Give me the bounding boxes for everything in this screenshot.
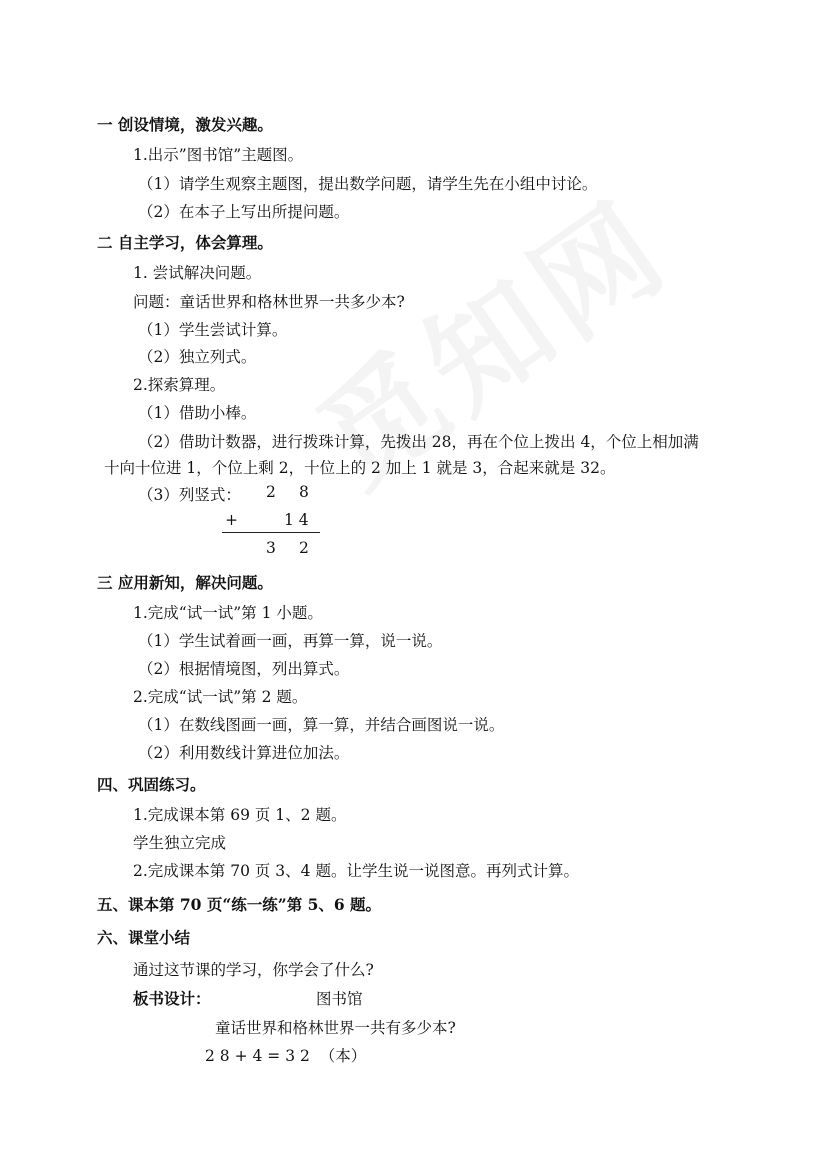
section-3-item-2: 2.完成“试一试”第 2 题。 [133, 688, 308, 706]
vertical-rule [222, 532, 320, 533]
board-design-label: 板书设计： [133, 989, 211, 1008]
section-1-heading: 一 创设情境，激发兴趣。 [97, 115, 273, 134]
watermark [300, 270, 560, 790]
section-2-sub-1: （1）学生尝试计算。 [138, 321, 288, 339]
section-3-sub-2: （2）根据情境图，列出算式。 [138, 660, 350, 678]
section-4-heading: 四、巩固练习。 [97, 775, 206, 794]
section-2-question: 问题：童话世界和格林世界一共多少本? [133, 293, 405, 311]
vertical-row1-tens: 2 [266, 483, 276, 501]
section-4-item-1-note: 学生独立完成 [133, 834, 227, 852]
section-3-sub-4: （2）利用数线计算进位加法。 [138, 744, 350, 762]
section-6-heading: 六、课堂小结 [97, 928, 191, 947]
section-3-heading: 三 应用新知，解决问题。 [97, 573, 273, 592]
section-2-heading: 二 自主学习，体会算理。 [97, 233, 273, 252]
section-6-text: 通过这节课的学习，你学会了什么? [133, 961, 374, 979]
vertical-result-tens: 3 [266, 539, 276, 557]
section-2-sub-5: （3）列竖式： [138, 486, 241, 504]
section-1-item-1: 1.出示”图书馆”主题图。 [133, 146, 304, 164]
section-1-sub-1: （1）请学生观察主题图，提出数学问题，请学生先在小组中讨论。 [138, 175, 598, 193]
section-2-item-1: 1. 尝试解决问题。 [133, 264, 262, 282]
vertical-result-ones: 2 [299, 539, 309, 557]
board-title: 图书馆 [316, 990, 363, 1008]
section-2-sub-2: （2）独立列式。 [138, 348, 257, 366]
board-equation: 2 8 + 4 = 3 2 （本） [205, 1047, 367, 1065]
section-4-item-2: 2.完成课本第 70 页 3、4 题。让学生说一说图意。再列式计算。 [133, 862, 579, 880]
vertical-row1-ones: 8 [299, 483, 309, 501]
section-3-sub-3: （1）在数线图画一画，算一算，并结合画图说一说。 [138, 716, 505, 734]
section-2-sub-4-line-1: （2）借助计数器，进行拨珠计算，先拨出 28，再在个位上拨出 4，个位上相加满 [138, 433, 699, 451]
section-2-item-2: 2.探索算理。 [133, 376, 226, 394]
section-1-sub-2: （2）在本子上写出所提问题。 [138, 203, 350, 221]
section-3-item-1: 1.完成“试一试”第 1 小题。 [133, 604, 323, 622]
board-question: 童话世界和格林世界一共有多少本? [215, 1019, 456, 1037]
section-3-sub-1: （1）学生试着画一画，再算一算，说一说。 [138, 632, 443, 650]
section-4-item-1: 1.完成课本第 69 页 1、2 题。 [133, 806, 347, 824]
section-2-sub-4-line-2: 十向十位进 1，个位上剩 2，十位上的 2 加上 1 就是 3，合起来就是 32。 [104, 459, 616, 477]
vertical-row2: 1 4 [284, 511, 309, 529]
section-2-sub-3: （1）借助小棒。 [138, 404, 257, 422]
section-5-heading: 五、课本第 70 页“练一练”第 5、6 题。 [97, 895, 382, 914]
vertical-plus: + [225, 511, 238, 529]
